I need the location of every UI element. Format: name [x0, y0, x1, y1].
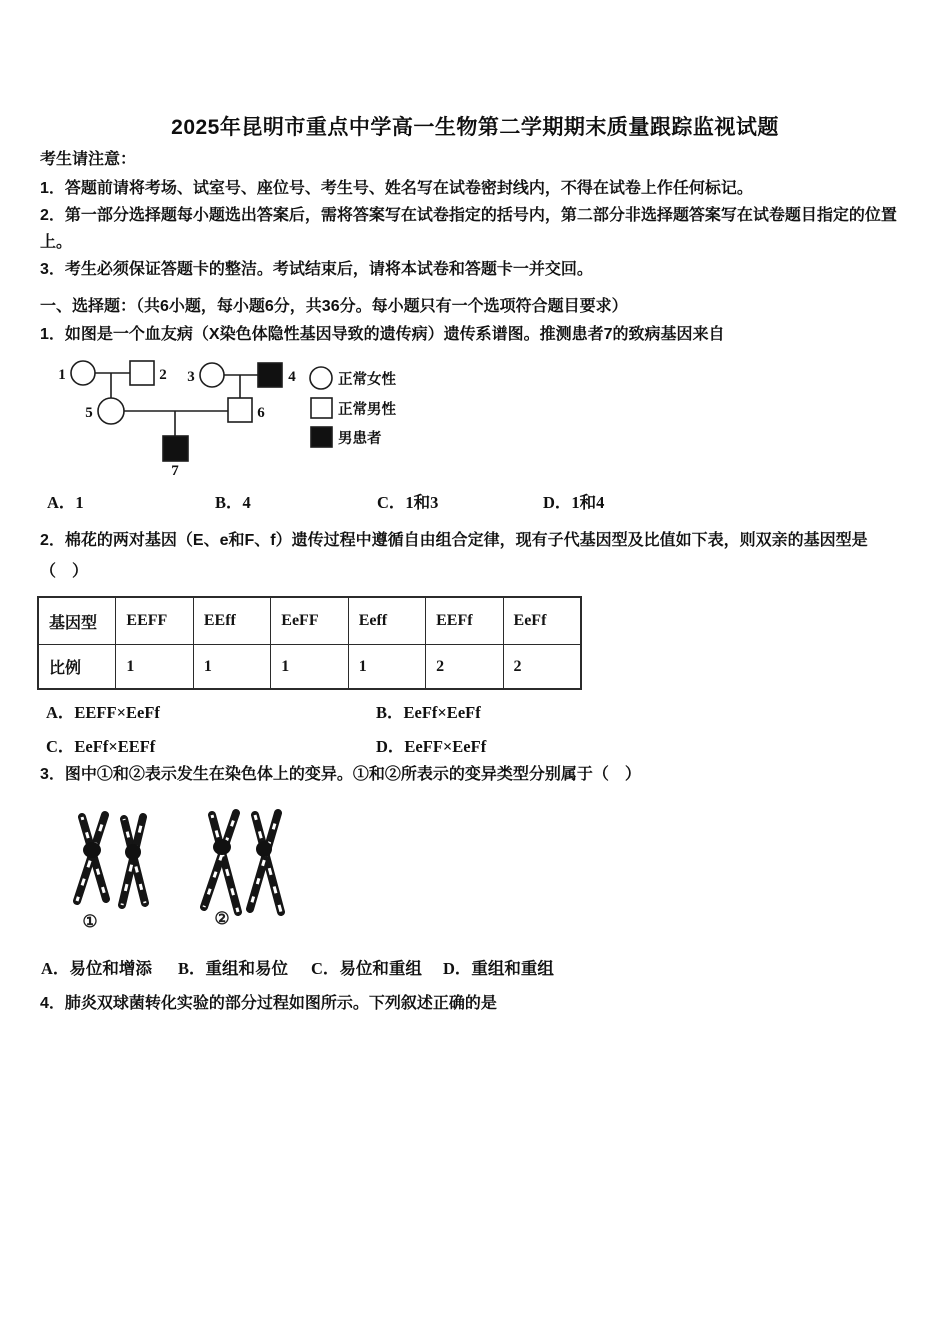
legend-circle-icon — [310, 367, 332, 389]
chromosome-pair-1 — [77, 815, 145, 905]
pedigree-figure — [40, 353, 460, 483]
ratio-cell-1: 1 — [116, 645, 193, 690]
figure-label-2: ② — [214, 909, 230, 928]
person-7-label: 7 — [171, 463, 179, 479]
person-2-square — [130, 361, 154, 385]
genotype-header-cell: 基因型 — [38, 597, 116, 645]
person-5-circle — [98, 398, 124, 424]
genotype-table-ratio-row — [38, 645, 581, 690]
person-6-label: 6 — [257, 405, 265, 421]
notice-item-2: 2．第一部分选择题每小题选出答案后，需将答案写在试卷指定的括号内，第二部分非选择题答案写在试卷题目指定的位置上。 — [40, 207, 897, 251]
legend-label-normal-female: 正常女性 — [338, 372, 396, 388]
ratio-cell-5: 2 — [426, 645, 503, 690]
person-7-filled-square — [163, 436, 188, 461]
ratio-cell-2: 1 — [193, 645, 270, 690]
chromosome-pair-2 — [204, 813, 281, 912]
genotype-table — [37, 596, 582, 690]
q2-option-b: B．EeFf×EeFf — [376, 703, 481, 722]
genotype-cell-eeff6: EeFf — [503, 597, 581, 645]
person-1-label: 1 — [58, 367, 66, 383]
page-title: 2025年昆明市重点中学高一生物第二学期期末质量跟踪监视试题 — [171, 116, 779, 139]
legend-filled-square-icon — [311, 427, 332, 447]
legend-label-normal-male: 正常男性 — [338, 402, 396, 418]
q1-option-a: A．1 — [47, 493, 84, 512]
genotype-cell-eeff5: EEFf — [426, 597, 503, 645]
legend-label-affected-male: 男患者 — [338, 431, 382, 447]
person-6-square — [228, 398, 252, 422]
legend-square-icon — [311, 398, 332, 418]
person-3-circle — [200, 363, 224, 387]
q3-option-d: D．重组和重组 — [443, 959, 554, 978]
person-5-label: 5 — [85, 405, 93, 421]
genotype-cell-eeff4: Eeff — [348, 597, 425, 645]
notice-item-3: 3．考生必须保证答题卡的整洁。考试结束后，请将本试卷和答题卡一并交回。 — [40, 261, 593, 278]
section-heading: 一、选择题：（共6小题，每小题6分，共36分。每小题只有一个选项符合题目要求） — [40, 298, 628, 315]
genotype-cell-eeff1: EEFF — [116, 597, 193, 645]
person-4-label: 4 — [288, 369, 296, 385]
q2-stem: 2．棉花的两对基因（E、e和F、f）遗传过程中遵循自由组合定律，现有子代基因型及比值如下表，则双亲的基因型是 — [40, 532, 868, 549]
genotype-cell-eeff2: EEff — [193, 597, 270, 645]
q3-stem: 3．图中①和②表示发生在染色体上的变异。①和②所表示的变异类型分别属于（ ） — [40, 766, 641, 783]
q3-options — [0, 955, 950, 981]
q4-stem: 4．肺炎双球菌转化实验的部分过程如图所示。下列叙述正确的是 — [40, 995, 497, 1012]
q3-option-a: A．易位和增添 — [41, 959, 152, 978]
q2-options — [0, 699, 950, 761]
q1-option-d: D．1和4 — [543, 493, 605, 512]
person-4-filled-square — [258, 363, 282, 387]
q1-stem: 1．如图是一个血友病（X染色体隐性基因导致的遗传病）遗传系谱图。推测患者7的致病基因来自 — [40, 326, 725, 343]
ratio-cell-4: 1 — [348, 645, 425, 690]
ratio-cell-6: 2 — [503, 645, 581, 690]
q2-option-d: D．EeFF×EeFf — [376, 737, 487, 756]
genotype-table-header-row — [38, 597, 581, 645]
ratio-cell-3: 1 — [271, 645, 348, 690]
figure-label-1: ① — [82, 912, 98, 931]
person-3-label: 3 — [187, 369, 195, 385]
person-1-circle — [71, 361, 95, 385]
chromosome-figure — [30, 795, 350, 945]
q3-option-c: C．易位和重组 — [311, 959, 422, 978]
q2-option-c: C．EeFf×EEFf — [46, 737, 156, 756]
q1-option-c: C．1和3 — [377, 493, 439, 512]
q1-option-b: B．4 — [215, 493, 251, 512]
q2-option-a: A．EEFF×EeFf — [46, 703, 160, 722]
person-2-label: 2 — [159, 367, 167, 383]
q3-option-b: B．重组和易位 — [178, 959, 289, 978]
q2-stem-cont: （ ） — [40, 563, 89, 580]
ratio-header-cell: 比例 — [38, 645, 116, 690]
notice-item-1: 1．答题前请将考场、试室号、座位号、考生号、姓名写在试卷密封线内，不得在试卷上作任何标记。 — [40, 180, 753, 197]
genotype-cell-eeff3: EeFF — [271, 597, 348, 645]
notice-heading: 考生请注意： — [40, 151, 137, 168]
q1-options — [0, 489, 950, 515]
